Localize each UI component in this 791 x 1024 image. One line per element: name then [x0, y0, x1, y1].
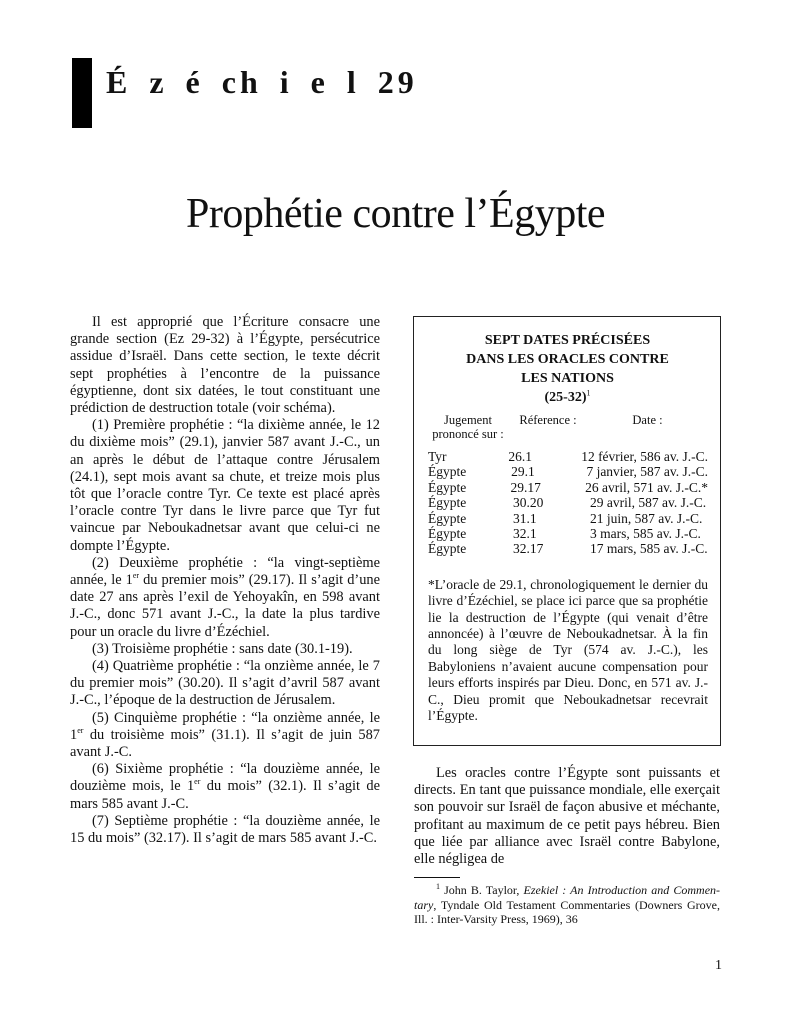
text-segment: (5) Cinquième prophétie : “la onzième année, le 1 — [70, 709, 380, 743]
paragraph — [70, 813, 380, 847]
text-segment: Il est approprié que l’Écriture consacre une grande section (Ez 29-32) à l’Égypte, persécutrice assidue d’Israël. Dans cette section, le texte décrit sept prophéties à l’encontre de la puissance égyptienne, dont six datées, le tout constituant une prédiction de destruction totale (voir schéma). — [70, 314, 380, 417]
row-target: Égypte — [428, 479, 467, 495]
row-target: Égypte — [428, 526, 467, 542]
chapter-marker-bar — [72, 58, 92, 128]
superscript: er — [132, 571, 140, 581]
table-row — [427, 449, 708, 464]
paragraph: Les oracles contre l’Égypte sont puissants et directs. En tant que puissance mondiale, elle exerçait son pouvoir sur Israël de façon abusive et méchante, profitant au maximum de ce petit pays hébreu. Bien que liée par alliance avec Israël contre Babylone, elle négligea de — [414, 765, 720, 868]
row-target: Égypte — [428, 495, 467, 511]
sidebox-title — [427, 331, 708, 407]
sidebox-title-line: LES NATIONS — [521, 371, 614, 386]
header-judgment: Jugement prononcé sur : — [432, 413, 504, 441]
dates-sidebox — [413, 316, 721, 746]
text-segment: (2) Deuxième prophétie : “la vingt-septième année, le 1 — [70, 554, 380, 589]
paragraph — [70, 417, 380, 555]
header-reference: Réference : — [519, 413, 577, 427]
chapter-title: É z é ch i e l 29 — [106, 64, 418, 100]
paragraph — [70, 761, 380, 813]
row-reference: 26.1 — [508, 449, 532, 464]
paragraph — [70, 641, 380, 658]
table-row — [427, 464, 708, 479]
paragraph — [70, 314, 380, 417]
text-segment: (1) Première prophétie : “la dixième année, le 12 du dixième mois” (29.1), janvier 587 avant J.-C., un an après le début de l’attaque contre Jérusalem (24.1), sept mois avant sa chute, et treize mois plus tôt que l’oracle contre Tyr. Ce texte est placé après l’oracle contre Tyr dans le livre parce que Tyr fut vaincue par Neboukadnetsar avant que celui-ci ne dompte l’Égypte. — [70, 417, 380, 554]
footnote-book-title: Ezekiel : An Introduction and Commentary — [414, 883, 721, 912]
row-target: Tyr — [428, 449, 447, 464]
left-column-text — [70, 314, 380, 847]
row-target: Égypte — [428, 510, 467, 526]
row-date: 29 avril, 587 av. J.-C. — [590, 495, 707, 511]
text-segment: (7) Septième prophétie : “la douzième année, le 15 du mois” (32.17). Il s’agit de mars 585 avant J.-C. — [70, 812, 380, 847]
text-segment: (6) Sixième prophétie : “la douzième année, le douzième mois, le 1 — [70, 761, 380, 795]
footnote-number: 1 — [436, 882, 440, 891]
row-date: 7 janvier, 587 av. J.-C. — [586, 464, 708, 480]
paragraph — [70, 658, 380, 710]
text-segment: du mois” (32.1). Il s’agit de mars 585 avant J.-C. — [70, 778, 380, 812]
dates-table-header — [427, 413, 708, 441]
row-reference: 30.20 — [513, 495, 544, 511]
text-segment: (3) Troisième prophétie : sans date (30.1-19). — [92, 640, 353, 657]
table-row — [427, 541, 708, 556]
sidebox-note: *L’oracle de 29.1, chronologiquement le dernier du livre d’Ézéchiel, se place ici parce que sa prophétie lie la destruction de l’Égypte (qui venait d’être annoncée) à l’œuvre de Neboukadnetsar. À la fin du long siège de Tyr (574 av. J.-C.), les Babyloniens n’avaient aucune compensation pour leurs efforts inspirés par Dieu. Donc, en 571 av. J.-C., Dieu promit que Neboukadnetsar recevrait l’Égypte. — [428, 576, 708, 724]
row-date: 26 avril, 571 av. J.-C.* — [585, 479, 708, 495]
row-target: Égypte — [428, 464, 467, 480]
row-reference: 32.17 — [513, 541, 544, 557]
footnote-author: John B. Taylor, — [444, 883, 524, 897]
row-date: 3 mars, 585 av. J.-C. — [590, 526, 701, 542]
paragraph — [70, 710, 380, 762]
table-row — [427, 480, 708, 495]
text-segment: du premier mois” (29.17). Il s’agit d’une date 27 ans après l’exil de Yehoyakîn, en 598 avant J.-C., donc 571 avant J.-C., la date la plus tardive pour un oracle du livre d’Ézéchiel. — [70, 572, 380, 640]
paragraph — [70, 555, 380, 641]
text-segment: (4) Quatrième prophétie : “la onzième année, le 7 du premier mois” (30.20). Il s’agit d’avril 587 avant J.-C., l’époque de la destruction de Jérusalem. — [70, 658, 380, 709]
table-row — [427, 495, 708, 510]
row-date: 12 février, 586 av. J.-C. — [581, 449, 708, 464]
row-date: 21 juin, 587 av. J.-C. — [590, 510, 703, 526]
footnote-rest: , Tyndale Old Testament Commentaries (Downers Grove, Ill. : Inter-Varsity Press, 1969), 36 — [414, 897, 720, 927]
sidebox-title-range: (25-32) — [544, 390, 587, 405]
row-reference: 31.1 — [513, 510, 537, 526]
table-row — [427, 511, 708, 526]
row-date: 17 mars, 585 av. J.-C. — [590, 541, 708, 557]
sidebox-title-line: SEPT DATES PRÉCISÉES — [484, 333, 651, 348]
row-reference: 29.17 — [510, 479, 541, 495]
footnote-reference: 1 — [586, 388, 591, 398]
page-title: Prophétie contre l’Égypte — [185, 191, 606, 237]
superscript: er — [194, 777, 201, 787]
dates-table — [427, 449, 708, 557]
right-column-text — [414, 765, 720, 868]
page-number: 1 — [715, 958, 722, 973]
superscript: er — [77, 726, 84, 736]
row-target: Égypte — [428, 541, 467, 557]
sidebox-title-line: DANS LES ORACLES CONTRE — [466, 352, 669, 367]
footnote — [414, 883, 720, 927]
table-row — [427, 526, 708, 541]
footnote-separator — [414, 877, 460, 878]
row-reference: 29.1 — [511, 464, 535, 480]
text-segment: du troisième mois” (31.1). Il s’agit de juin 587 avant J.-C. — [70, 726, 380, 761]
row-reference: 32.1 — [513, 526, 537, 542]
header-date: Date : — [632, 413, 663, 427]
